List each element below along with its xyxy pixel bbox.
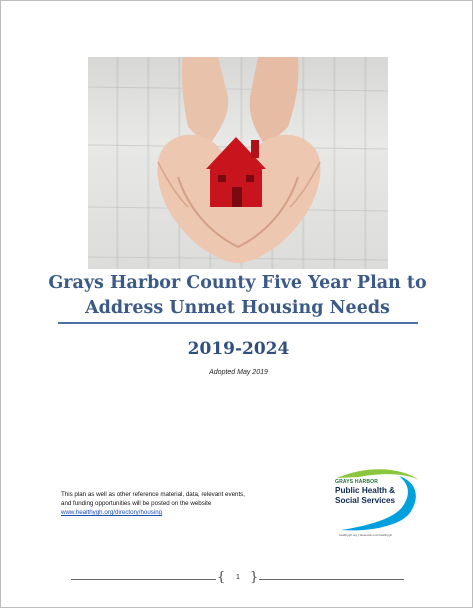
title-divider [58,322,418,324]
footer-bracket-right: } [250,570,259,585]
logo-links: healthygh.org | facebook.com/healthygh [339,533,393,537]
footer-bracket-left: { [217,570,226,585]
logo-org: GRAYS HARBOR [335,479,379,485]
public-health-logo [329,468,425,546]
title-line-1: Grays Harbor County Five Year Plan to [48,273,427,293]
plan-years: 2019-2024 [187,339,290,359]
title-line-2: Address Unmet Housing Needs [85,298,390,318]
logo-name-line-1: Public Health & [335,486,396,495]
cover-photo [88,57,388,269]
note-line-1: This plan as well as other reference material, data, relevant events, [61,491,245,498]
footer-rule-right [259,579,404,580]
adopted-date: Adopted May 2019 [209,369,268,376]
logo-name-line-2: Social Services [335,496,396,505]
page-number: 1 [236,574,240,581]
website-note [61,490,321,517]
note-line-2: and funding opportunities will be posted on the website [61,500,212,507]
housing-directory-link[interactable]: www.healthygh.org/directory/housing [61,509,163,516]
footer-rule-left [71,579,216,580]
hands-holding-house-icon [88,57,388,269]
document-title [41,271,434,321]
